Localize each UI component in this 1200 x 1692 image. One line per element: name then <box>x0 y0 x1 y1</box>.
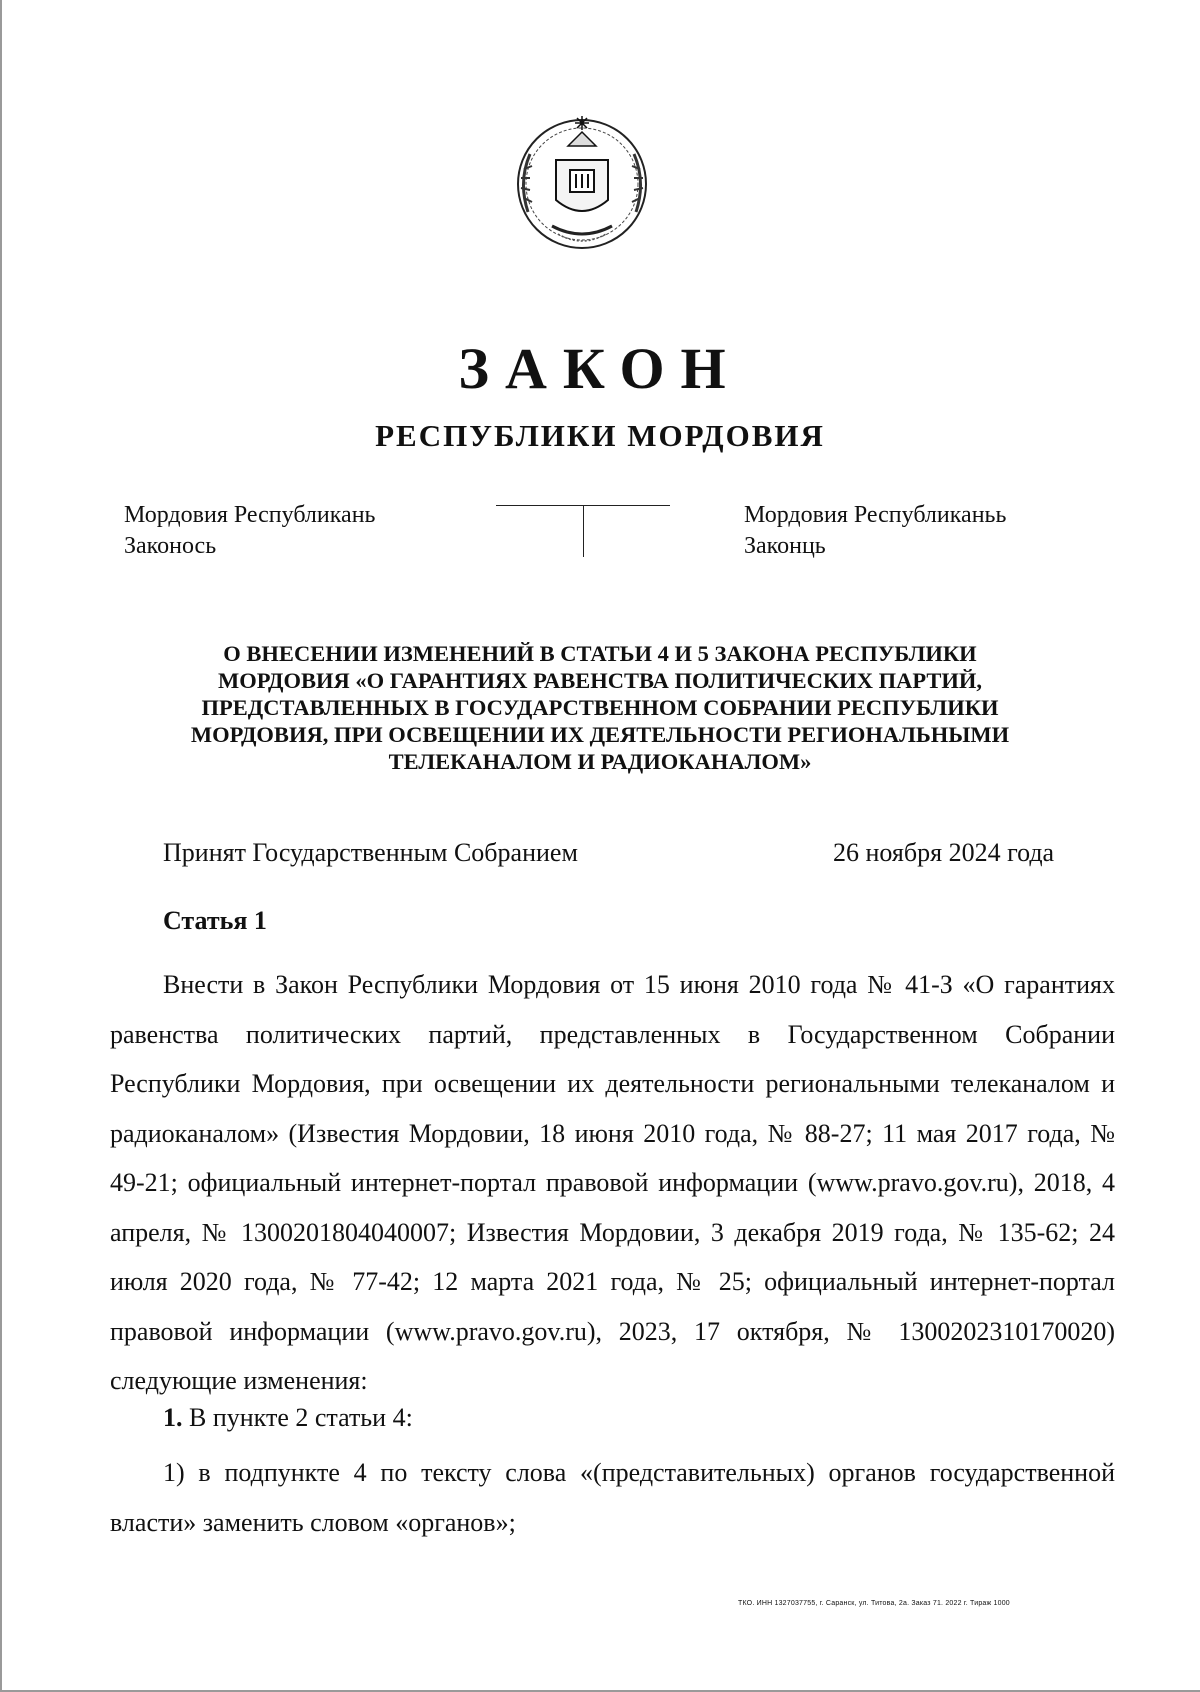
law-heading-line: О ВНЕСЕНИИ ИЗМЕНЕНИЙ В СТАТЬИ 4 И 5 ЗАКОНА РЕСПУБЛИКИ <box>223 641 977 666</box>
article-paragraph: Внести в Закон Республики Мордовия от 15 июня 2010 года № 41-З «О гарантиях равенства политических партий, представленных в Государственном Собрании Республики Мордовия, при освещении их деятельности региональными телеканалом и радиоканалом» (Известия Мордовии, 18 июня 2010 года, № 88-27; 11 мая 2017 года, № 49-21; официальный интернет-портал правовой информации (www.pravo.gov.ru), 2018, 4 апреля, № 1300201804040007; Известия Мордовии, 3 декабря 2019 года, № 135-62; 24 июля 2020 года, № 77-42; 12 марта 2021 года, № 25; официальный интернет-портал правовой информации (www.pravo.gov.ru), 2023, 17 октября, № 1300202310170020) следующие изменения: <box>110 970 1115 1395</box>
adoption-label: Принят Государственным Собранием <box>163 838 578 867</box>
law-heading-line: ПРЕДСТАВЛЕННЫХ В ГОСУДАРСТВЕННОМ СОБРАНИИ РЕСПУБЛИКИ <box>201 695 999 720</box>
article-subitem: 1) в подпункте 4 по тексту слова «(представительных) органов государственной власти» заменить словом «органов»; <box>110 1458 1115 1537</box>
document-title: ЗАКОН <box>458 336 742 401</box>
document-subtitle: РЕСПУБЛИКИ МОРДОВИЯ <box>375 418 825 453</box>
mordovian-heading-right <box>744 500 1006 562</box>
mordovian-heading-left-line: Законось <box>124 533 217 559</box>
item-number: 1. <box>163 1403 183 1432</box>
article-heading: Статья 1 <box>163 906 267 935</box>
mordovian-heading-right-line: Мордовия Республиканьь <box>744 502 1007 528</box>
law-heading-line: ТЕЛЕКАНАЛОМ И РАДИОКАНАЛОМ» <box>388 749 812 774</box>
adoption-date: 26 ноября 2024 года <box>833 838 1055 867</box>
scan-edge-left <box>0 0 2 1692</box>
law-heading-line: МОРДОВИЯ, ПРИ ОСВЕЩЕНИИ ИХ ДЕЯТЕЛЬНОСТИ РЕГИОНАЛЬНЫМИ <box>190 722 1010 747</box>
article-item <box>110 1393 1115 1443</box>
mordovian-heading-left-line: Мордовия Республикань <box>124 502 376 528</box>
coat-of-arms-icon <box>508 102 656 260</box>
mordovian-heading-right-line: Законць <box>744 533 826 559</box>
number-line-vertical <box>583 505 584 557</box>
mordovian-heading-left <box>124 500 375 562</box>
law-heading <box>0 640 1200 775</box>
law-heading-line: МОРДОВИЯ «О ГАРАНТИЯХ РАВЕНСТВА ПОЛИТИЧЕСКИХ ПАРТИЙ, <box>217 668 983 693</box>
item-text: В пункте 2 статьи 4: <box>182 1403 413 1432</box>
printer-imprint: ТКО. ИНН 1327037755, г. Саранск, ул. Титова, 2а. Заказ 71. 2022 г. Тираж 1000 <box>738 1600 1010 1607</box>
